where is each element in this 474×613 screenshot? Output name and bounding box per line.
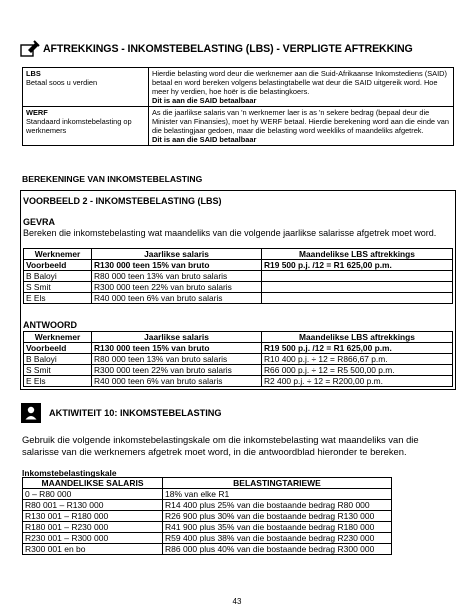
table-cell — [262, 293, 453, 304]
table-cell: E Els — [24, 293, 92, 304]
table-cell: R40 000 teen 6% van bruto salaris — [92, 376, 262, 387]
table-cell — [262, 282, 453, 293]
question-text: Bereken die inkomstebelasting wat maandeliks van die volgende jaarlikse salarisse afgetrek moet word. — [23, 228, 437, 238]
question-heading: GEVRA — [23, 217, 56, 227]
activity-title: AKTIWITEIT 10: INKOMSTEBELASTING — [49, 408, 222, 418]
table-cell: R40 000 teen 6% van bruto salaris — [92, 293, 262, 304]
table-cell: Voorbeeld — [24, 343, 92, 354]
activity-heading — [21, 403, 222, 423]
page-number: 43 — [232, 597, 242, 606]
column-header: Maandelikse LBS aftrekkings — [262, 332, 453, 343]
table-row — [24, 271, 453, 282]
table-header-row — [23, 478, 392, 489]
table-cell: R59 400 plus 38% van die bostaande bedrag R230 000 — [163, 533, 392, 544]
table-row — [24, 260, 453, 271]
table-row — [23, 500, 392, 511]
term-cell — [23, 107, 149, 146]
table-row — [24, 376, 453, 387]
person-icon — [21, 403, 41, 423]
definition-text: As die jaarlikse salaris van 'n werknemer laer is as 'n sekere bedrag (bepaal deur die Minister van Finansies), moet hy WERF betaal. Hierdie berekening word aan die einde van die belastingjaar gedoen, maar die belasting word weekliks of maandeliks afgetrek. — [152, 108, 450, 135]
column-header: Jaarlikse salaris — [92, 249, 262, 260]
tax-scale-table — [22, 477, 392, 555]
example-box — [20, 190, 456, 390]
table-cell: S Smit — [24, 282, 92, 293]
table-header-row — [24, 332, 453, 343]
table-cell: 18% van elke R1 — [163, 489, 392, 500]
definition-text: Hierdie belasting word deur die werknemer aan die Suid-Afrikaanse Inkomstediens (SAID) betaal en word bereken volgens belastingtabelle wat deur die SAID uitgereik word. Hoe meer hy verdien, hoe hoër is die belastingkoers. — [152, 69, 447, 96]
tax-scale-heading: Inkomstebelastingskale — [22, 468, 117, 478]
table-cell: R2 400 p.j. ÷ 12 = R200,00 p.m. — [262, 376, 453, 387]
column-header: Maandelikse LBS aftrekkings — [262, 249, 453, 260]
table-row — [24, 365, 453, 376]
definition-note: Dit is aan die SAID betaalbaar — [152, 96, 257, 105]
table-cell: R300 001 en bo — [23, 544, 163, 555]
term-label: WERF — [26, 108, 48, 117]
table-cell: E Els — [24, 376, 92, 387]
column-header: Werknemer — [24, 249, 92, 260]
table-cell — [262, 271, 453, 282]
table-cell: R26 900 plus 30% van die bostaande bedrag R130 000 — [163, 511, 392, 522]
table-cell: R80 000 teen 13% van bruto salaris — [92, 354, 262, 365]
table-row — [23, 68, 454, 107]
table-cell: B Baloyi — [24, 354, 92, 365]
table-cell: 0 – R80 000 — [23, 489, 163, 500]
table-cell: R66 000 p.j. ÷ 12 = R5 500,00 p.m. — [262, 365, 453, 376]
table-cell: R300 000 teen 22% van bruto salaris — [92, 365, 262, 376]
table-cell: R180 001 – R230 000 — [23, 522, 163, 533]
table-row — [24, 293, 453, 304]
table-cell: Voorbeeld — [24, 260, 92, 271]
column-header: Werknemer — [24, 332, 92, 343]
table-cell: R130 000 teen 15% van bruto — [92, 343, 262, 354]
activity-text: Gebruik die volgende inkomstebelastingskale om die inkomstebelasting wat maandeliks van die salarisse van die werknemers afgetrek moet word, in die antwoordblad hieronder te bereken. — [22, 434, 419, 457]
definition-note: Dit is aan die SAID betaalbaar — [152, 135, 257, 144]
example-title: VOORBEELD 2 - INKOMSTEBELASTING (LBS) — [23, 196, 222, 206]
table-cell: R80 000 teen 13% van bruto salaris — [92, 271, 262, 282]
column-header: BELASTINGTARIEWE — [163, 478, 392, 489]
column-header: Jaarlikse salaris — [92, 332, 262, 343]
table-cell: R19 500 p.j. /12 = R1 625,00 p.m. — [262, 260, 453, 271]
question-table — [23, 248, 453, 304]
table-row — [24, 354, 453, 365]
table-row — [23, 544, 392, 555]
table-cell: R86 000 plus 40% van die bostaande bedrag R300 000 — [163, 544, 392, 555]
table-row — [23, 511, 392, 522]
table-row — [23, 522, 392, 533]
section-title: AFTREKKINGS - INKOMSTEBELASTING (LBS) - VERPLIGTE AFTREKKING — [43, 43, 413, 55]
pin-icon — [20, 40, 40, 58]
table-cell: R130 000 teen 15% van bruto — [92, 260, 262, 271]
term-description: Betaal soos u verdien — [26, 78, 98, 87]
table-cell: R300 000 teen 22% van bruto salaris — [92, 282, 262, 293]
table-cell: R230 001 – R300 000 — [23, 533, 163, 544]
table-cell: R10 400 p.j. ÷ 12 = R866,67 p.m. — [262, 354, 453, 365]
table-row — [23, 489, 392, 500]
definition-cell — [149, 68, 454, 107]
table-row — [23, 533, 392, 544]
table-cell: R14 400 plus 25% van die bostaande bedrag R80 000 — [163, 500, 392, 511]
table-cell: R80 001 – R130 000 — [23, 500, 163, 511]
definition-cell — [149, 107, 454, 146]
section-heading — [20, 40, 413, 58]
column-header: MAANDELIKSE SALARIS — [23, 478, 163, 489]
calc-heading: BEREKENINGE VAN INKOMSTEBELASTING — [22, 174, 203, 184]
lbs-definition-table — [22, 67, 454, 146]
table-cell: R41 900 plus 35% van die bostaande bedrag R180 000 — [163, 522, 392, 533]
term-label: LBS — [26, 69, 41, 78]
table-row — [24, 343, 453, 354]
table-cell: R130 001 – R180 000 — [23, 511, 163, 522]
table-header-row — [24, 249, 453, 260]
term-cell — [23, 68, 149, 107]
table-row — [24, 282, 453, 293]
table-cell: B Baloyi — [24, 271, 92, 282]
table-cell: S Smit — [24, 365, 92, 376]
table-row — [23, 107, 454, 146]
term-description: Standaard inkomstebelasting op werknemers — [26, 117, 132, 135]
table-cell: R19 500 p.j. /12 = R1 625,00 p.m. — [262, 343, 453, 354]
answer-table — [23, 331, 453, 387]
answer-heading: ANTWOORD — [23, 320, 77, 330]
